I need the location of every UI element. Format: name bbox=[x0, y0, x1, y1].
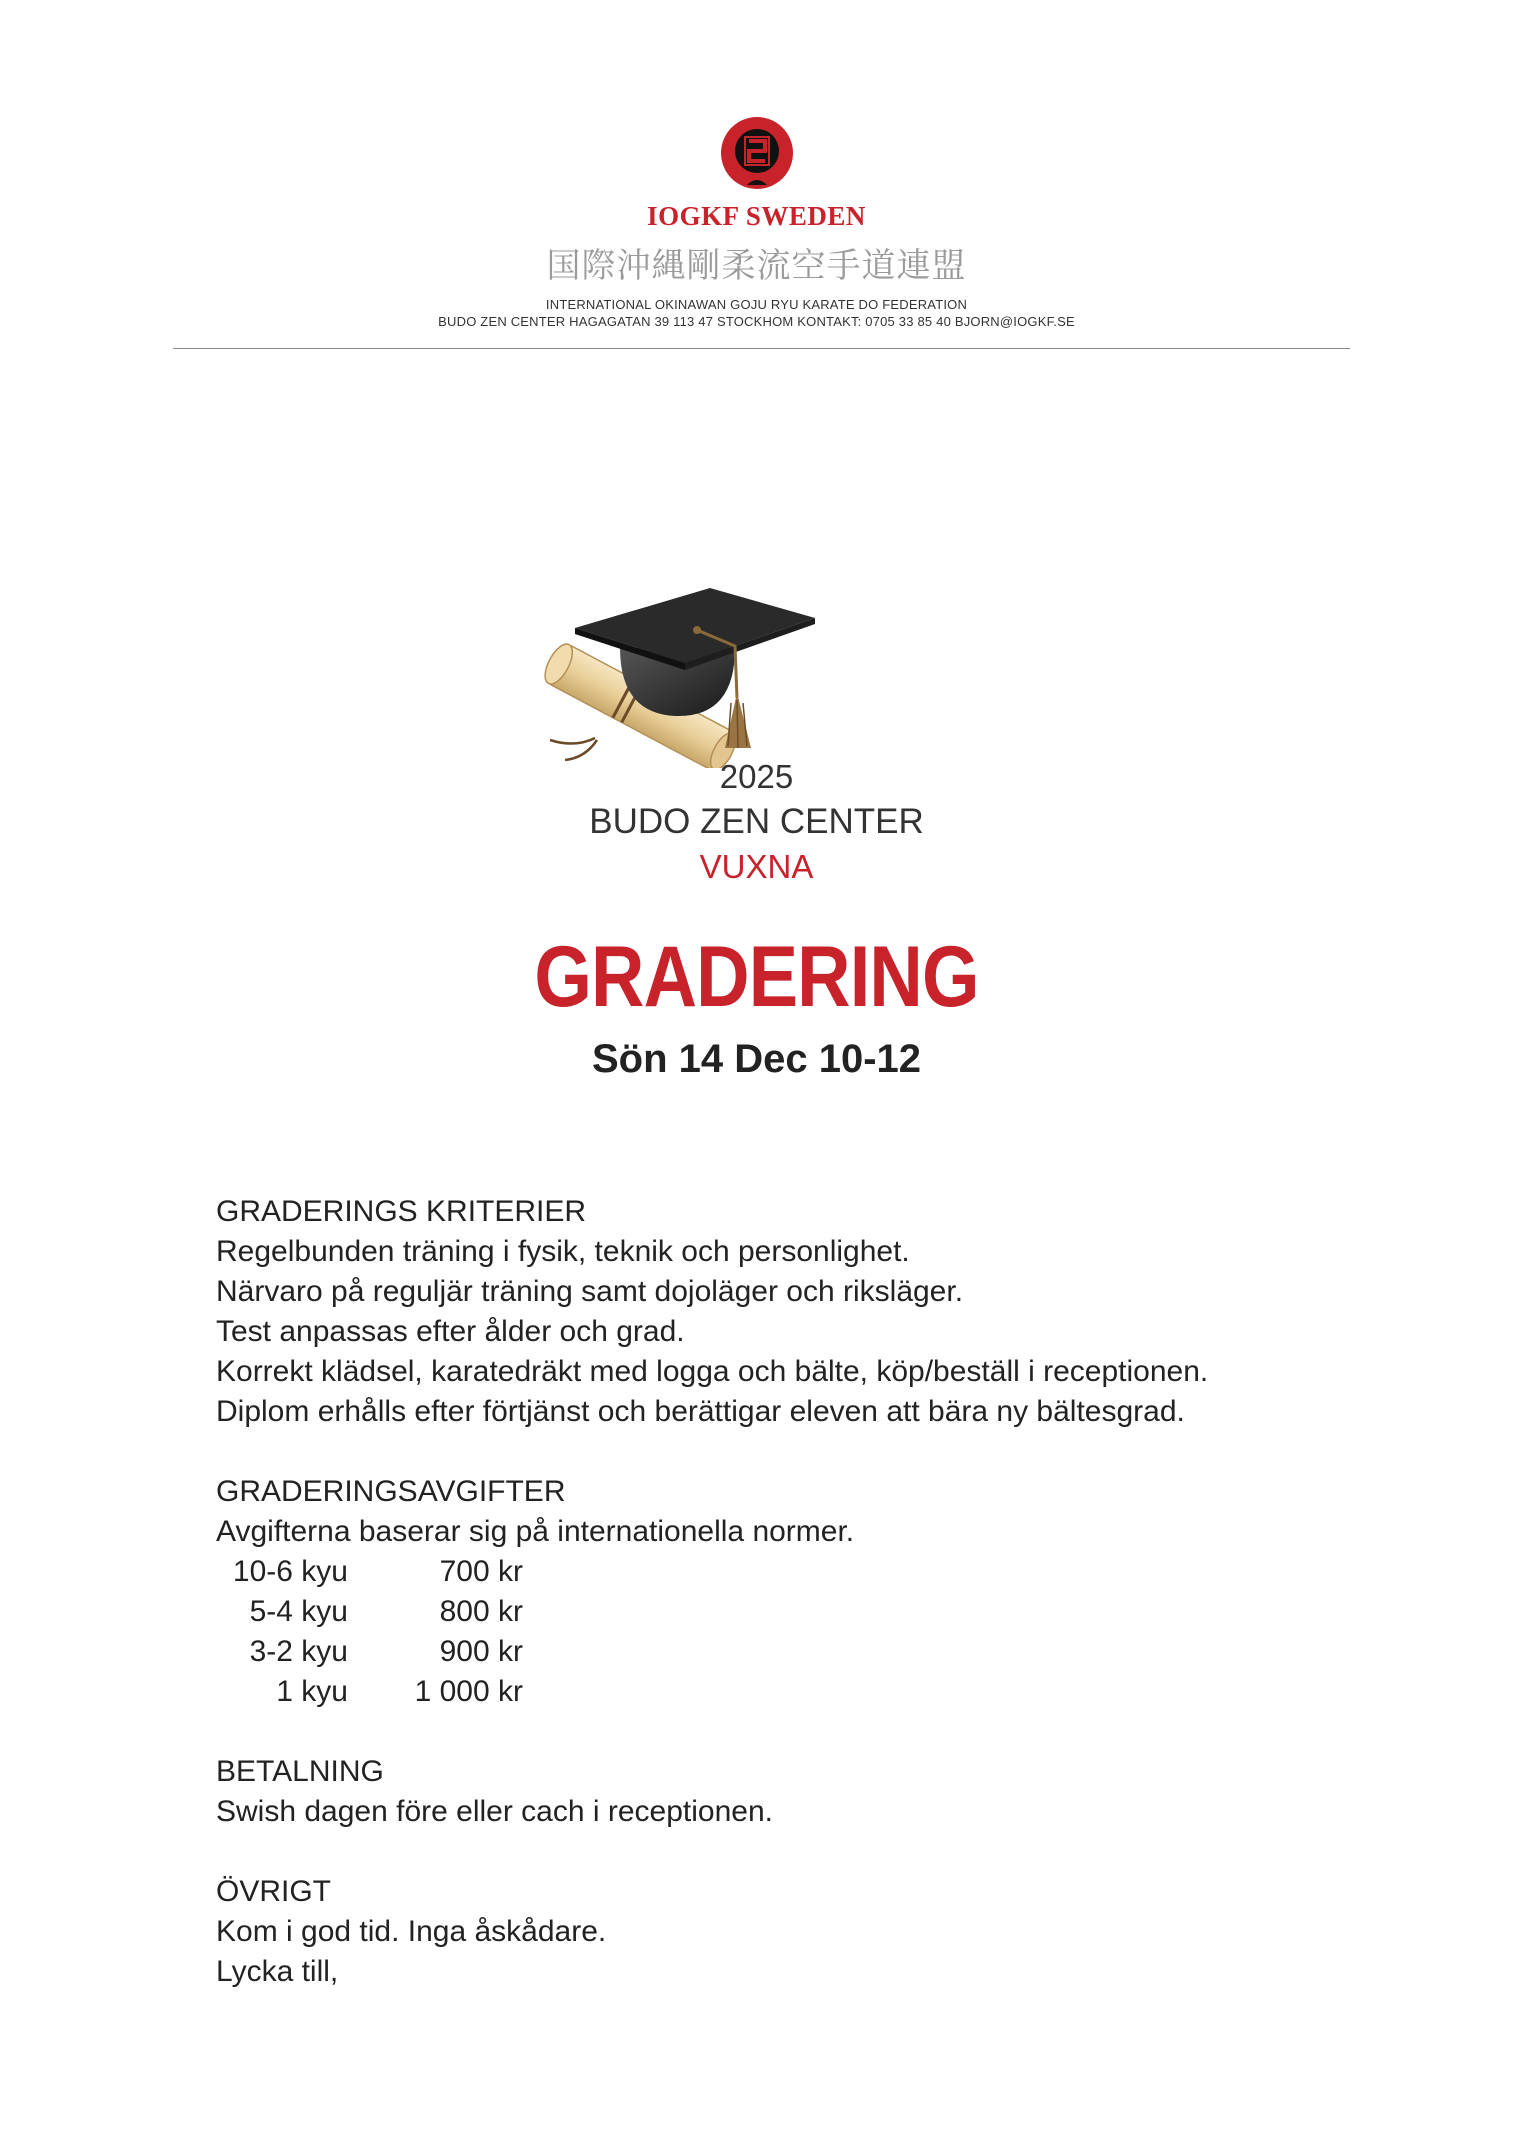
fee-grade: 5-4 kyu bbox=[249, 1595, 348, 1628]
criteria-line: Diplom erhålls efter förtjänst och berättigar eleven att bära ny bältesgrad. bbox=[216, 1395, 1185, 1428]
body-content bbox=[216, 1192, 1416, 2032]
payment-heading: BETALNING bbox=[216, 1755, 384, 1788]
event-year: 2025 bbox=[719, 758, 794, 795]
other-line: Lycka till, bbox=[216, 1955, 339, 1988]
event-venue: BUDO ZEN CENTER bbox=[589, 802, 924, 841]
other-line: Kom i god tid. Inga åskådare. bbox=[216, 1915, 607, 1948]
criteria-line: Närvaro på reguljär träning samt dojoläger och riksläger. bbox=[216, 1275, 964, 1308]
page-title: GRADERING bbox=[534, 929, 979, 1025]
payment-section bbox=[216, 1752, 1416, 1832]
org-name: IOGKF SWEDEN bbox=[647, 201, 866, 231]
fee-price: 900 kr bbox=[439, 1635, 523, 1668]
fees-table bbox=[216, 1552, 1416, 1712]
criteria-heading: GRADERINGS KRITERIER bbox=[216, 1195, 587, 1228]
fee-grade: 1 kyu bbox=[276, 1675, 348, 1708]
graduation-cap-diploma-icon bbox=[525, 588, 865, 768]
iogkf-logo-icon bbox=[719, 115, 795, 191]
criteria-section bbox=[216, 1192, 1416, 1432]
org-full-name: INTERNATIONAL OKINAWAN GOJU RYU KARATE DO FEDERATION bbox=[545, 297, 968, 312]
event-info bbox=[0, 758, 1513, 886]
header-divider bbox=[173, 348, 1350, 349]
other-section bbox=[216, 1872, 1416, 1992]
fee-price: 800 kr bbox=[439, 1595, 523, 1628]
fee-price: 1 000 kr bbox=[414, 1675, 523, 1708]
payment-text: Swish dagen före eller cach i receptionen. bbox=[216, 1795, 773, 1828]
fees-intro: Avgifterna baserar sig på internationella normer. bbox=[216, 1515, 855, 1548]
fees-section bbox=[216, 1472, 1416, 1712]
event-group: VUXNA bbox=[699, 848, 814, 885]
org-cjk-name: 国際沖縄剛柔流空手道連盟 bbox=[546, 246, 967, 286]
fees-heading: GRADERINGSAVGIFTER bbox=[216, 1475, 566, 1508]
fee-grade: 3-2 kyu bbox=[249, 1635, 348, 1668]
criteria-line: Test anpassas efter ålder och grad. bbox=[216, 1315, 685, 1348]
criteria-line: Korrekt klädsel, karatedräkt med logga och bälte, köp/beställ i receptionen. bbox=[216, 1355, 1209, 1388]
criteria-line: Regelbunden träning i fysik, teknik och personlighet. bbox=[216, 1235, 910, 1268]
fee-price: 700 kr bbox=[439, 1555, 523, 1588]
org-contact: BUDO ZEN CENTER HAGAGATAN 39 113 47 STOCKHOM KONTAKT: 0705 33 85 40 BJORN@IOGKF.SE bbox=[438, 314, 1075, 329]
letterhead bbox=[0, 115, 1513, 329]
fee-grade: 10-6 kyu bbox=[232, 1555, 348, 1588]
other-heading: ÖVRIGT bbox=[216, 1875, 332, 1908]
event-date: Sön 14 Dec 10-12 bbox=[591, 1037, 922, 1081]
